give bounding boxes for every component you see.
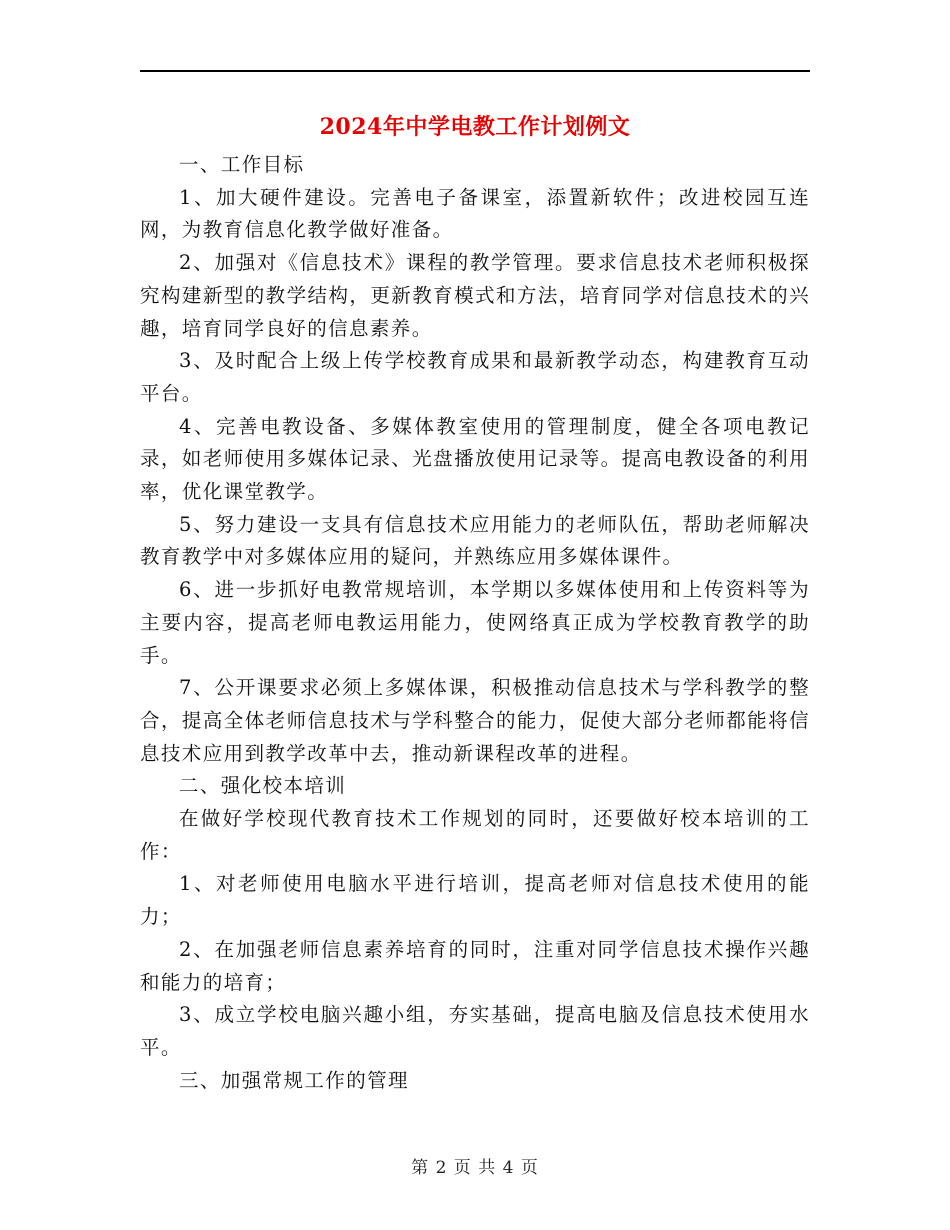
paragraph: 1、对老师使用电脑水平进行培训，提高老师对信息技术使用的能力； bbox=[140, 872, 810, 929]
document-body bbox=[140, 149, 810, 1097]
paragraph: 3、成立学校电脑兴趣小组，夯实基础，提高电脑及信息技术使用水平。 bbox=[140, 1003, 810, 1059]
paragraph: 2、在加强老师信息素养培育的同时，注重对同学信息技术操作兴趣和能力的培育； bbox=[140, 937, 810, 994]
document-title: 2024年中学电教工作计划例文 bbox=[319, 114, 631, 140]
section-heading-goals: 一、工作目标 bbox=[179, 153, 305, 176]
header-rule bbox=[140, 70, 810, 72]
paragraph: 1、加大硬件建设。完善电子备课室，添置新软件；改进校园互连网，为教育信息化教学做好准备。 bbox=[140, 185, 810, 242]
paragraph: 6、进一步抓好电教常规培训，本学期以多媒体使用和上传资料等为主要内容，提高老师电教运用能力，使网络真正成为学校教育教学的助手。 bbox=[140, 578, 810, 667]
section-heading-training: 二、强化校本培训 bbox=[179, 774, 347, 798]
paragraph: 7、公开课要求必须上多媒体课，积极推动信息技术与学科教学的整合，提高全体老师信息技术与学科整合的能力，促使大部分老师都能将信息技术应用到教学改革中去，推动新课程改革的进程。 bbox=[140, 676, 810, 765]
paragraph: 5、努力建设一支具有信息技术应用能力的老师队伍，帮助老师解决教育教学中对多媒体应用的疑问，并熟练应用多媒体课件。 bbox=[140, 512, 810, 569]
paragraph: 3、及时配合上级上传学校教育成果和最新教学动态，构建教育互动平台。 bbox=[140, 349, 810, 405]
page-number-footer: 第 2 页 共 4 页 bbox=[411, 1158, 539, 1178]
section-heading-management: 三、加强常规工作的管理 bbox=[179, 1068, 409, 1092]
paragraph: 4、完善电教设备、多媒体教室使用的管理制度，健全各项电教记录，如老师使用多媒体记录、光盘播放使用记录等。提高电教设备的利用率，优化课堂教学。 bbox=[140, 414, 810, 504]
paragraph: 2、加强对《信息技术》课程的教学管理。要求信息技术老师积极探究构建新型的教学结构，更新教育模式和方法，培育同学对信息技术的兴趣，培育同学良好的信息素养。 bbox=[140, 251, 810, 340]
paragraph: 在做好学校现代教育技术工作规划的同时，还要做好校本培训的工作： bbox=[140, 807, 810, 863]
